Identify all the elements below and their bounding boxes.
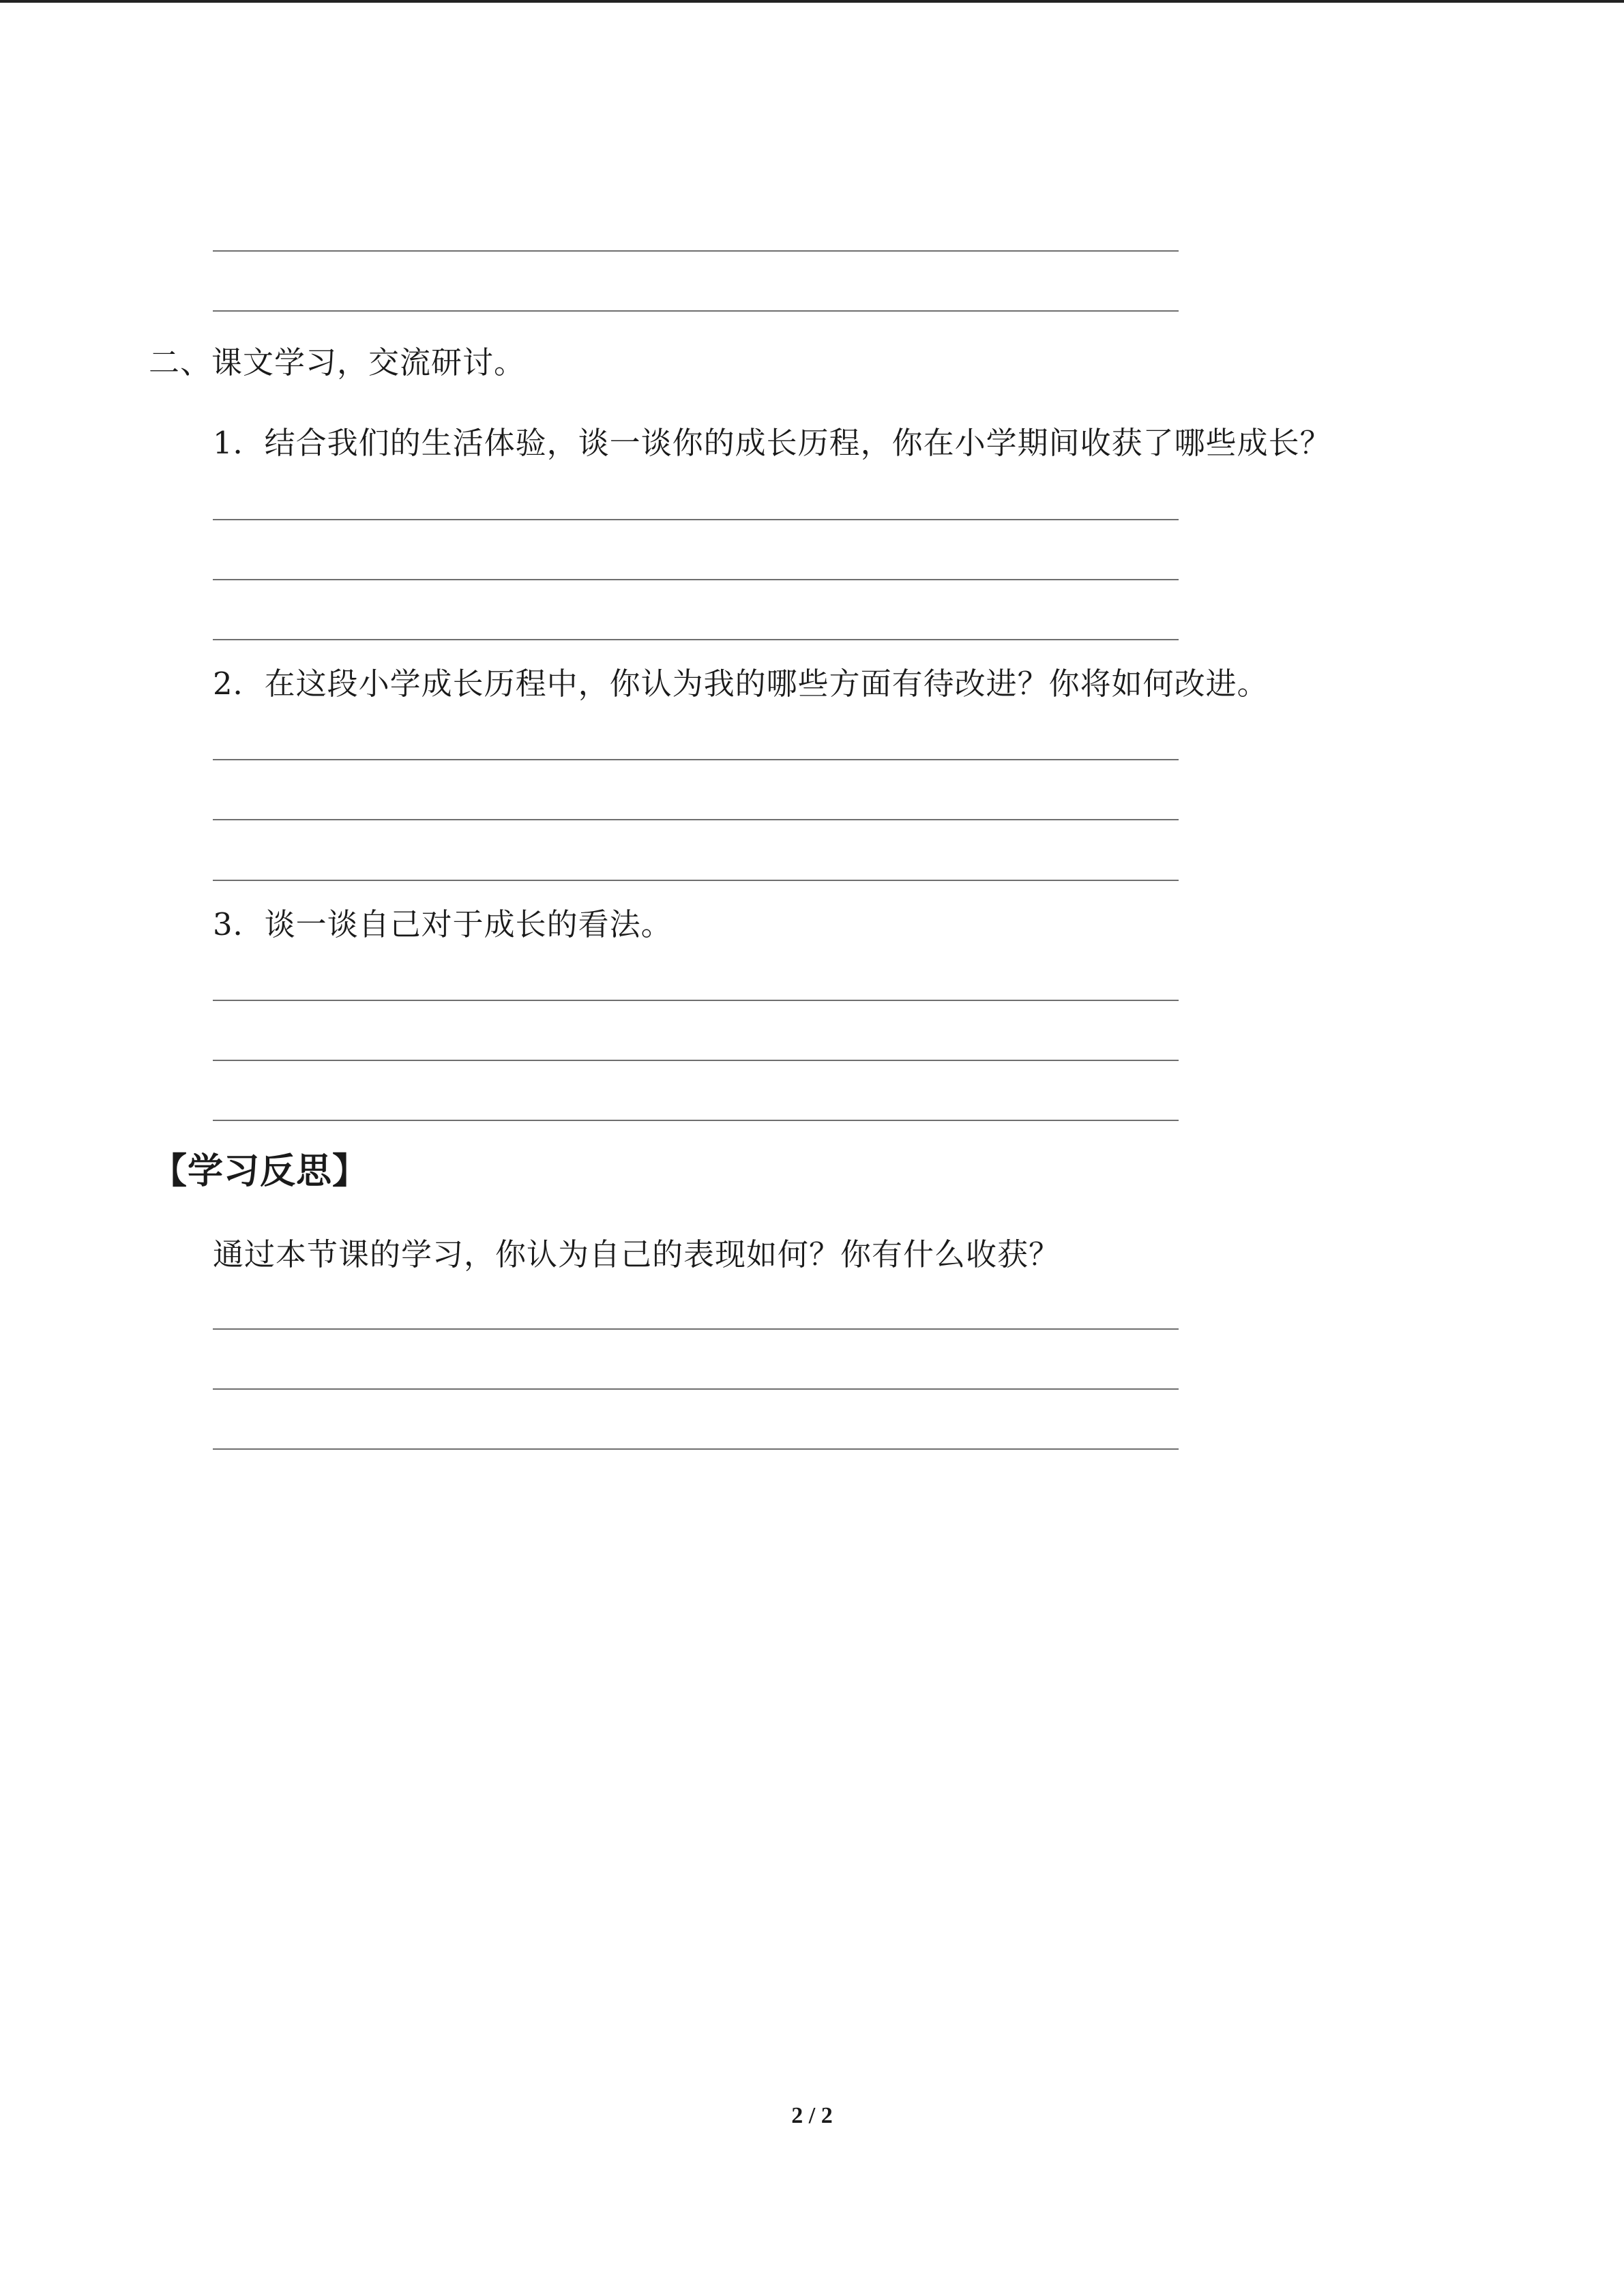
reflection-heading: 【学习反思】 <box>151 1151 369 1192</box>
answer-line[interactable] <box>213 880 1179 881</box>
answer-line[interactable] <box>213 1448 1179 1450</box>
section-two-heading: 二、课文学习，交流研讨。 <box>149 344 526 381</box>
question-2: 2．在这段小学成长历程中，你认为我的哪些方面有待改进？你将如何改进。 <box>213 666 1269 702</box>
page-number: 2 / 2 <box>791 2103 833 2128</box>
answer-line[interactable] <box>213 1000 1179 1001</box>
answer-line[interactable] <box>213 1388 1179 1390</box>
answer-line[interactable] <box>213 579 1179 580</box>
answer-line[interactable] <box>213 639 1179 640</box>
answer-line[interactable] <box>213 519 1179 520</box>
answer-line[interactable] <box>213 250 1179 252</box>
answer-line[interactable] <box>213 819 1179 820</box>
answer-line[interactable] <box>213 1060 1179 1061</box>
reflection-prompt: 通过本节课的学习，你认为自己的表现如何？你有什么收获？ <box>213 1236 1061 1272</box>
question-3: 3．谈一谈自己对于成长的看法。 <box>213 906 673 942</box>
answer-line[interactable] <box>213 1120 1179 1121</box>
question-1: 1．结合我们的生活体验，谈一谈你的成长历程，你在小学期间收获了哪些成长？ <box>213 425 1331 461</box>
answer-line[interactable] <box>213 1328 1179 1330</box>
page-top-border <box>0 0 1624 3</box>
answer-line[interactable] <box>213 310 1179 312</box>
answer-line[interactable] <box>213 759 1179 760</box>
